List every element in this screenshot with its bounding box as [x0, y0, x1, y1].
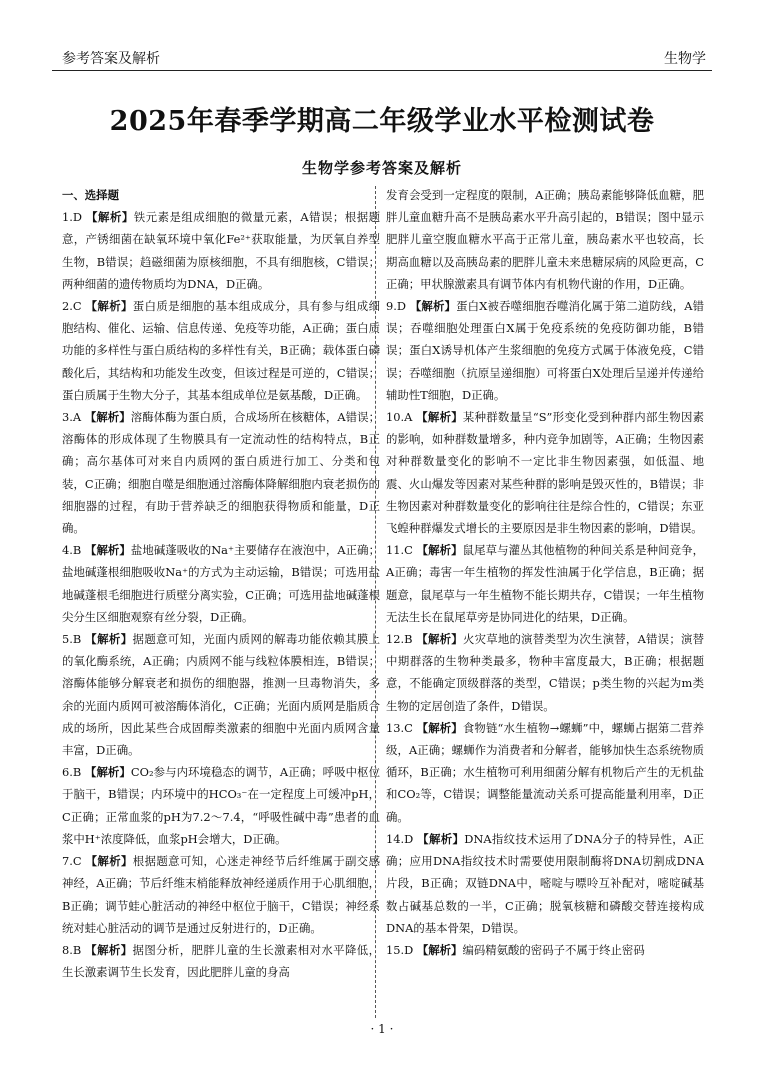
answer-number: 12.B [386, 632, 413, 647]
analysis-tag: 【解析】 [416, 942, 463, 957]
answer-item [62, 206, 380, 295]
answer-text: CO₂参与内环境稳态的调节，A正确；呼吸中枢位于脑干，B错误；内环境中的HCO₃⁻在一定程度上可缓冲pH，C正确；正常血浆的pH为7.2～7.4，“呼吸性碱中毒”患者的血浆中H⁺浓度降低，血浆pH会增大，D正确。 [62, 765, 380, 846]
answer-number: 5.B [62, 632, 82, 647]
answer-number: 10.A [386, 410, 413, 425]
answer-item [62, 850, 380, 939]
analysis-tag: 【解析】 [85, 942, 133, 957]
section-heading: 一、选择题 [62, 188, 119, 202]
analysis-tag: 【解析】 [85, 632, 133, 647]
answer-item [62, 295, 380, 406]
answer-item [62, 761, 380, 850]
answer-text: DNA指纹技术运用了DNA分子的特异性，A正确；应用DNA指纹技术时需要使用限制酶将DNA切割成DNA片段，B正确；双链DNA中，嘧啶与嘌呤互补配对，嘧啶碱基数占碱基总数的一半，C正确；脱氧核糖和磷酸交替连接构成DNA的基本骨架，D错误。 [386, 831, 704, 935]
answer-number: 14.D [386, 831, 414, 846]
analysis-tag: 【解析】 [85, 854, 133, 869]
answer-item [386, 717, 704, 828]
answer-text: 鼠尾草与灌丛其他植物的种间关系是种间竞争，A正确；毒害一年生植物的挥发性油属于化学信息，B正确；据题意，鼠尾草与一年生植物不能长期共存，C错误；一年生植物无法生长在鼠尾草旁是协同进化的结果，D正确。 [386, 543, 704, 624]
answer-text: 溶酶体酶为蛋白质，合成场所在核糖体，A错误；溶酶体的形成体现了生物膜具有一定流动性的结构特点，B正确；高尔基体可对来自内质网的蛋白质进行加工、分类和包装，C正确；细胞自噬是细胞通过溶酶体降解细胞内衰老损伤的细胞器的过程，有助于营养缺乏的细胞获得物质和能量，D正确。 [62, 410, 380, 536]
answer-number: 4.B [62, 543, 82, 558]
answer-number: 3.A [62, 410, 82, 425]
analysis-tag: 【解析】 [416, 543, 463, 558]
analysis-tag: 【解析】 [84, 765, 131, 780]
answer-item [62, 939, 380, 983]
page-header [52, 46, 712, 68]
answer-text: 盐地碱蓬吸收的Na⁺主要储存在液泡中，A正确；盐地碱蓬根细胞吸收Na⁺的方式为主动运输，B错误；可选用盐地碱蓬根毛细胞进行质壁分离实验，C正确；可选用盐地碱蓬根尖分生区细胞观察有丝分裂，D正确。 [62, 543, 380, 624]
page-title: 2025年春季学期高二年级学业水平检测试卷 [109, 106, 655, 137]
answer-text: 据题意可知，光面内质网的解毒功能依赖其膜上的氧化酶系统，A正确；内质网不能与线粒体膜相连，B错误；溶酶体能够分解衰老和损伤的细胞器，推测一旦毒物消失，多余的光面内质网可被溶酶体消化，C正确；光面内质网是脂质合成的场所，因此某些合成固醇类激素的细胞中光面内质网含量丰富，D正确。 [62, 632, 380, 758]
page-subtitle: 生物学参考答案及解析 [301, 159, 462, 177]
analysis-tag: 【解析】 [416, 720, 463, 735]
right-column [386, 184, 704, 961]
analysis-tag: 【解析】 [84, 410, 131, 425]
answer-text: 发育会受到一定程度的限制，A正确；胰岛素能够降低血糖，肥胖儿童血糖升高不是胰岛素水平升高引起的，B错误；图中显示肥胖儿童空腹血糖水平高于正常儿童，胰岛素水平也较高，长期高血糖以及高胰岛素的肥胖儿童未来患糖尿病的风险更高，C正确；甲状腺激素具有调节体内有机物代谢的作用，D正确。 [386, 188, 704, 291]
answer-text: 根据题意可知，心迷走神经节后纤维属于副交感神经，A正确；节后纤维末梢能释放神经递质作用于心肌细胞，B正确；调节蛙心脏活动的神经中枢位于脑干，C错误；神经系统对蛙心脏活动的调节是通过反射进行的，D正确。 [62, 854, 380, 935]
answer-number: 13.C [386, 720, 413, 735]
analysis-tag: 【解析】 [84, 543, 131, 558]
answer-item [386, 628, 704, 717]
answer-item [62, 406, 380, 539]
answer-number: 9.D [386, 299, 407, 314]
answer-text: 铁元素是组成细胞的微量元素，A错误；根据题意，产锈细菌在缺氧环境中氧化Fe²⁺获取能量，为厌氧自养型生物，B错误；趋磁细菌为原核细胞，不具有细胞核，C错误；两种细菌的遗传物质均为DNA，D正确。 [62, 210, 380, 291]
column-divider [375, 186, 376, 1018]
answer-number: 6.B [62, 765, 82, 780]
answer-item [62, 628, 380, 761]
analysis-tag: 【解析】 [416, 410, 463, 425]
answer-number: 11.C [386, 543, 413, 558]
left-answer-list [62, 206, 380, 983]
page-number: · 1 · [370, 1022, 394, 1036]
header-left-label: 参考答案及解析 [62, 51, 160, 67]
answer-item [62, 539, 380, 628]
answer-number: 8.B [62, 942, 82, 957]
answer-number: 15.D [386, 942, 414, 957]
answer-number: 1.D [62, 210, 83, 225]
analysis-tag: 【解析】 [409, 299, 457, 314]
answer-text: 据图分析，肥胖儿童的生长激素相对水平降低，生长激素调节生长发育，因此肥胖儿童的身高 [62, 942, 380, 980]
answer-text: 火灾草地的演替类型为次生演替，A错误；演替中期群落的生物种类最多，物种丰富度最大，B正确；根据题意，不能确定顶级群落的类型，C错误；p类生物的兴起为m类生物的定居创造了条件，D错误。 [386, 632, 704, 713]
analysis-tag: 【解析】 [416, 632, 463, 647]
answer-text: 编码精氨酸的密码子不属于终止密码 [462, 942, 645, 957]
answer-item [386, 939, 704, 961]
header-subject-label: 生物学 [664, 51, 706, 67]
answer-number: 7.C [62, 854, 82, 869]
analysis-tag: 【解析】 [86, 210, 134, 225]
answer-item [386, 406, 704, 539]
right-answer-list [386, 184, 704, 961]
analysis-tag: 【解析】 [85, 299, 133, 314]
answer-item [386, 828, 704, 939]
header-rule [52, 70, 712, 71]
answer-item [386, 539, 704, 628]
answer-text: 食物链“水生植物→螺蛳”中，螺蛳占据第二营养级，A正确；螺蛳作为消费者和分解者，能够加快生态系统物质循环，B正确；水生植物可利用细菌分解有机物后产生的无机盐和CO₂等，C错误；调整能量流动关系可提高能量利用率，D正确。 [386, 720, 704, 824]
answer-item [386, 295, 704, 406]
answer-text: 蛋白质是细胞的基本组成成分，具有参与组成细胞结构、催化、运输、信息传递、免疫等功能，A正确；蛋白质功能的多样性与蛋白质结构的多样性有关，B正确；载体蛋白磷酸化后，其结构和功能发生改变，但该过程是可逆的，C错误；蛋白质属于生物大分子，其基本组成单位是氨基酸，D正确。 [62, 299, 380, 402]
answer-item [386, 184, 704, 295]
answer-text: 某种群数量呈“S”形变化受到种群内部生物因素的影响，如种群数量增多，种内竞争加剧等，A正确；生物因素对种群数量变化的影响不一定比非生物因素强，如低温、地震、火山爆发等因素对某些种群的影响是毁灭性的，B错误；非生物因素对种群数量变化的影响往往是综合性的，C错误；东亚飞蝗种群爆发式增长的主要原因是非生物因素的影响，D错误。 [386, 410, 705, 536]
left-column [62, 184, 380, 983]
analysis-tag: 【解析】 [417, 831, 465, 846]
answer-text: 蛋白X被吞噬细胞吞噬消化属于第二道防线，A错误；吞噬细胞处理蛋白X属于免疫系统的免疫防御功能，B错误；蛋白X诱导机体产生浆细胞的免疫方式属于体液免疫，C错误；吞噬细胞（抗原呈递细胞）可将蛋白X处理后呈递并传递给辅助性T细胞，D正确。 [386, 299, 704, 402]
answer-number: 2.C [62, 299, 82, 314]
